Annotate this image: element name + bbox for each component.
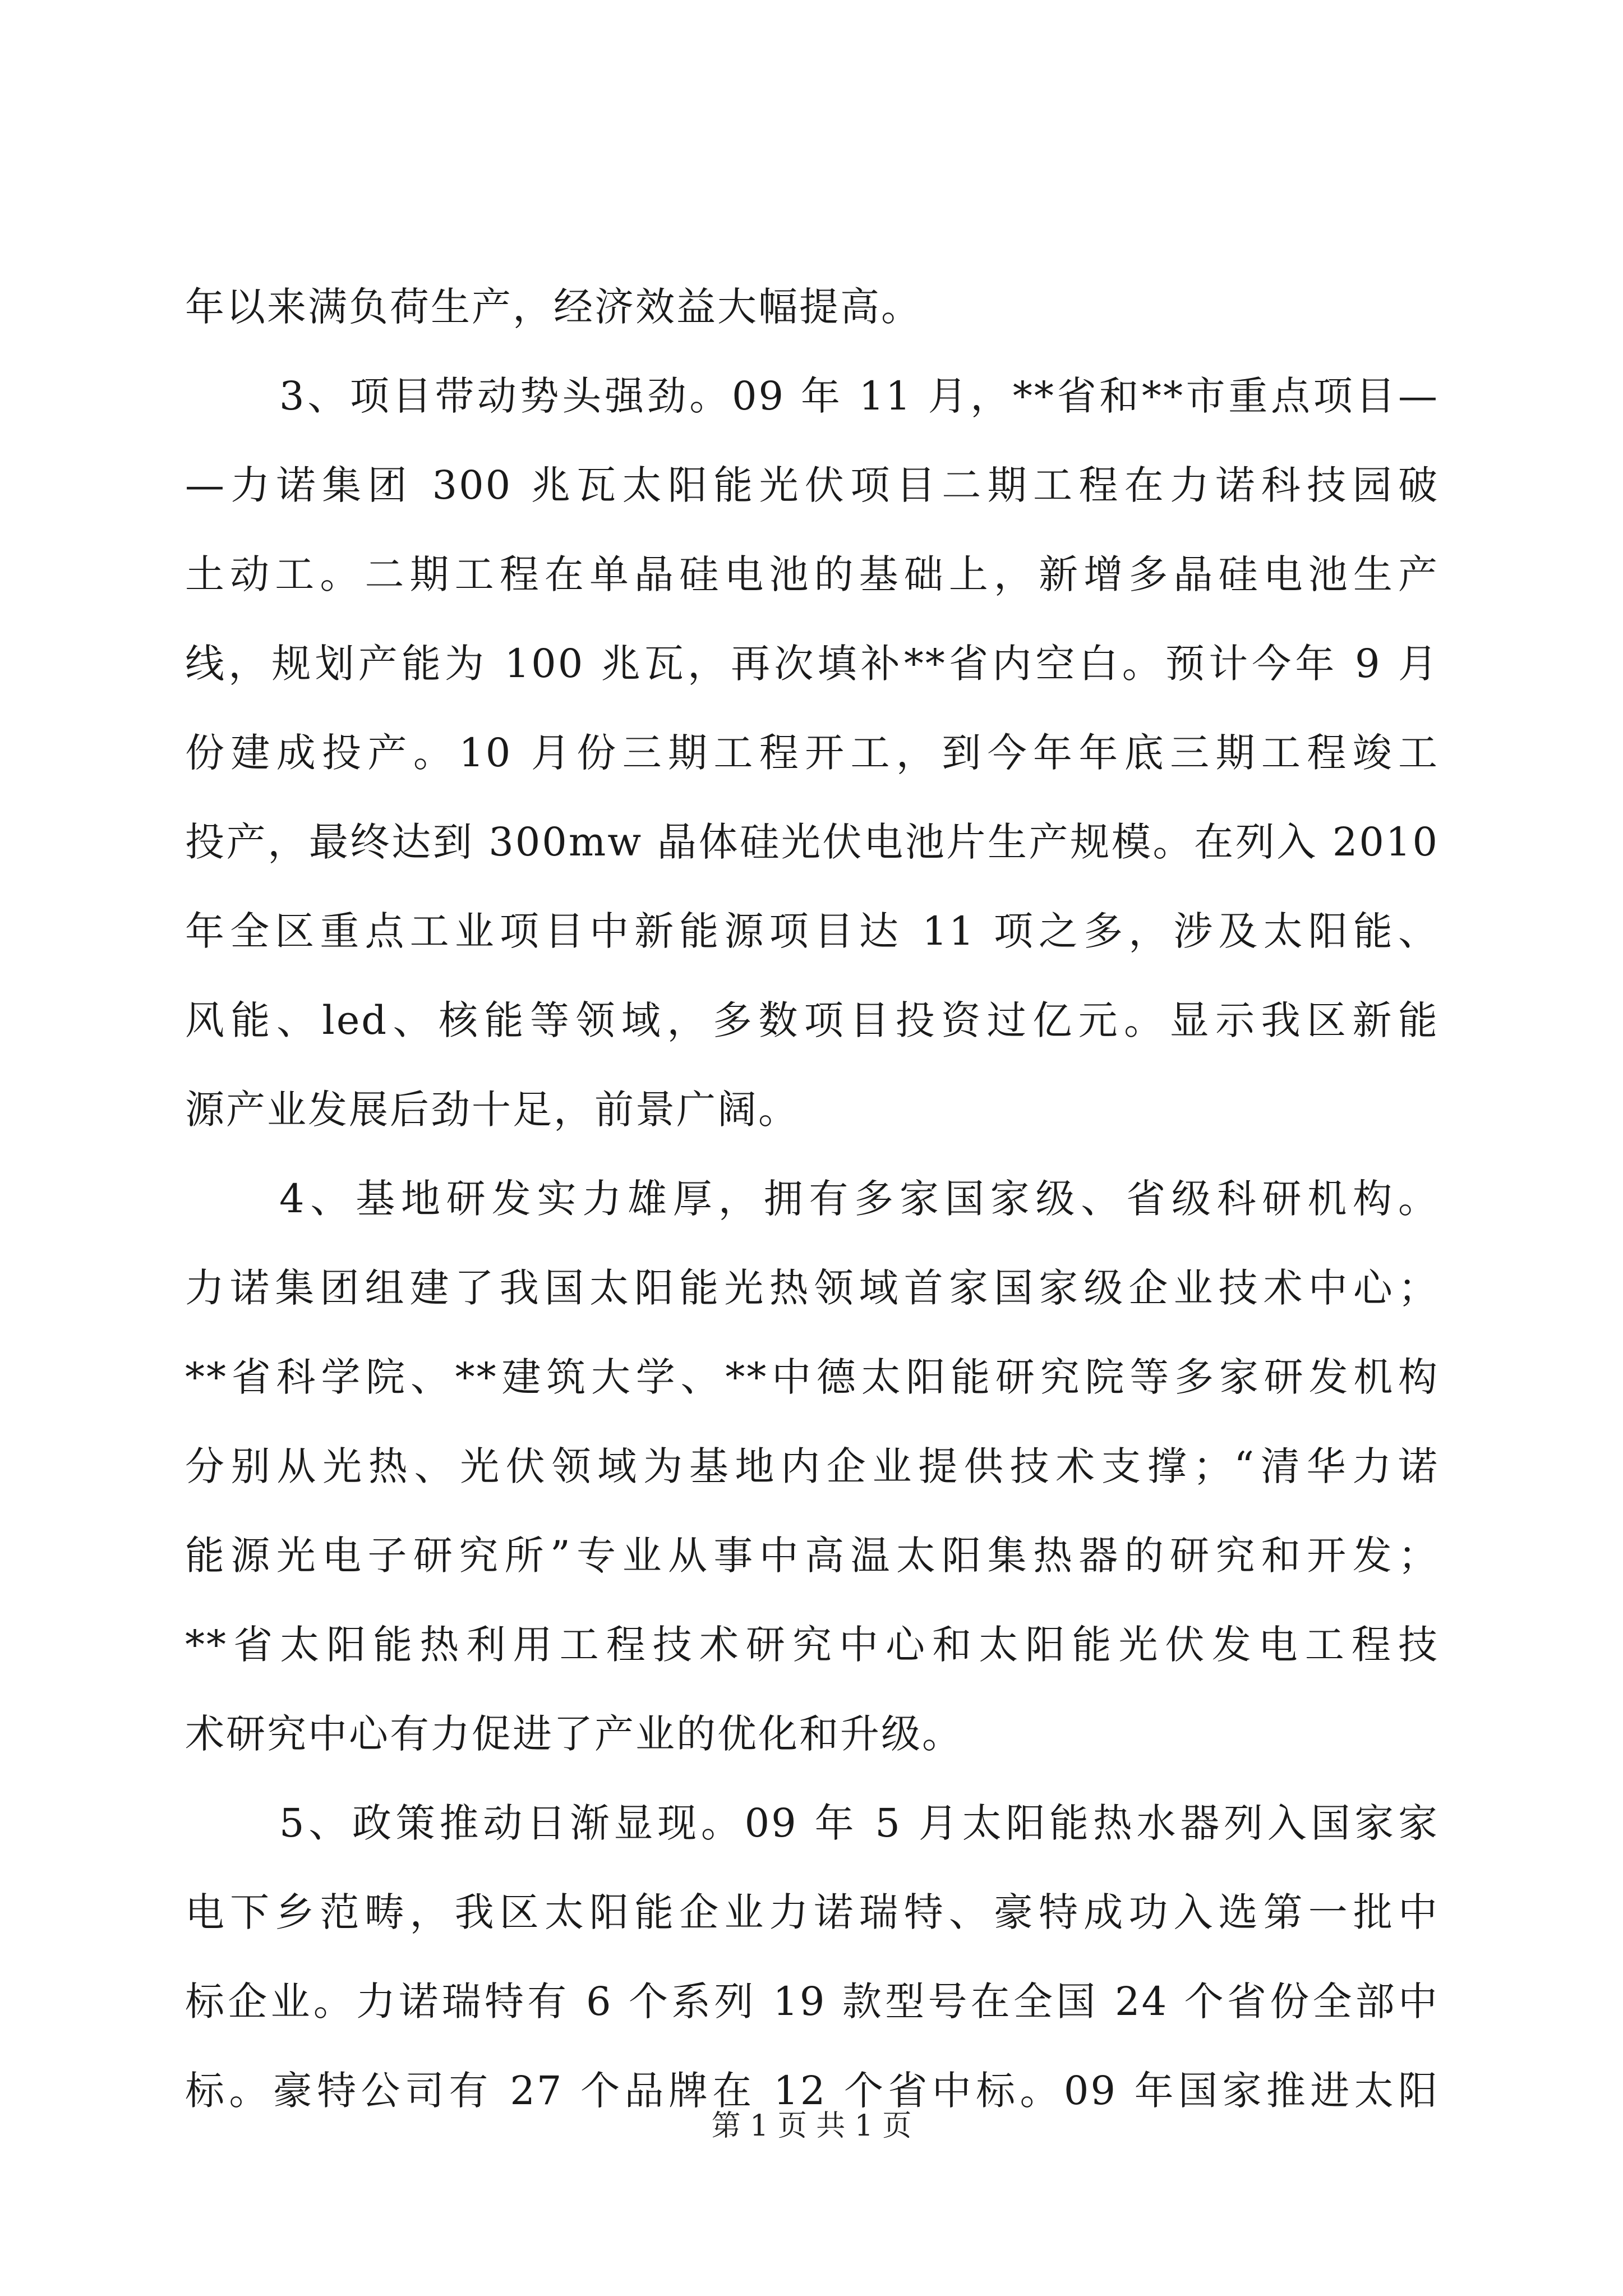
text-line: **省科学院、**建筑大学、**中德太阳能研究院等多家研发机构 xyxy=(185,1354,1439,1400)
text-line: 电下乡范畴，我区太阳能企业力诺瑞特、豪特成功入选第一批中 xyxy=(185,1889,1439,1935)
document-body xyxy=(185,263,1439,2136)
paragraph-first-line: 3、项目带动势头强劲。09 年 11 月，**省和**市重点项目— xyxy=(279,373,1439,419)
text-line: 源产业发展后劲十足，前景广阔。 xyxy=(185,1087,799,1133)
text-line: 年以来满负荷生产，经济效益大幅提高。 xyxy=(185,284,922,330)
text-line: 力诺集团组建了我国太阳能光热领域首家国家级企业技术中心； xyxy=(185,1265,1439,1311)
text-line: **省太阳能热利用工程技术研究中心和太阳能光伏发电工程技 xyxy=(185,1622,1439,1668)
text-line: 土动工。二期工程在单晶硅电池的基础上，新增多晶硅电池生产 xyxy=(185,551,1439,597)
text-line: 线，规划产能为 100 兆瓦，再次填补**省内空白。预计今年 9 月 xyxy=(185,641,1439,687)
paragraph-first-line: 5、政策推动日渐显现。09 年 5 月太阳能热水器列入国家家 xyxy=(279,1800,1439,1846)
text-line: 份建成投产。10 月份三期工程开工，到今年年底三期工程竣工 xyxy=(185,730,1439,776)
text-line: 年全区重点工业项目中新能源项目达 11 项之多，涉及太阳能、 xyxy=(185,908,1439,954)
text-line: 分别从光热、光伏领域为基地内企业提供技术支撑；“清华力诺 xyxy=(185,1443,1439,1489)
page-footer: 第 1 页 共 1 页 xyxy=(711,2109,912,2143)
text-line: 术研究中心有力促进了产业的优化和升级。 xyxy=(185,1711,963,1757)
text-line: 投产，最终达到 300mw 晶体硅光伏电池片生产规模。在列入 2010 xyxy=(185,819,1439,865)
text-line: 标。豪特公司有 27 个品牌在 12 个省中标。09 年国家推进太阳 xyxy=(185,2068,1439,2114)
text-line: 标企业。力诺瑞特有 6 个系列 19 款型号在全国 24 个省份全部中 xyxy=(185,1978,1439,2024)
text-line: 能源光电子研究所”专业从事中高温太阳集热器的研究和开发； xyxy=(185,1533,1439,1579)
text-line: —力诺集团 300 兆瓦太阳能光伏项目二期工程在力诺科技园破 xyxy=(185,462,1439,508)
paragraph-first-line: 4、基地研发实力雄厚，拥有多家国家级、省级科研机构。 xyxy=(279,1176,1439,1222)
text-line: 风能、led、核能等领域，多数项目投资过亿元。显示我区新能 xyxy=(185,997,1439,1043)
